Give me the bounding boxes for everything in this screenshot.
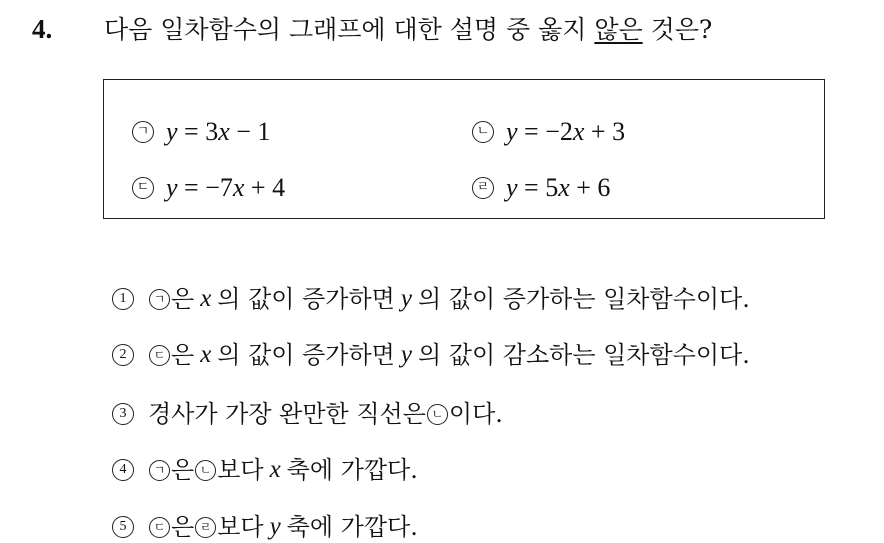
reference-marker: ㄷ	[149, 517, 170, 538]
question-text-underlined: 않은	[594, 15, 643, 44]
option-text: 축에 가깝다.	[286, 513, 418, 541]
variable: y	[400, 285, 412, 312]
answer-option-4[interactable]	[112, 454, 418, 486]
variable: x	[269, 456, 281, 483]
answer-option-3[interactable]	[112, 398, 503, 430]
question-text-before: 다음 일차함수의 그래프에 대한 설명 중 옳지	[104, 15, 595, 44]
equation: y = 3x − 1	[166, 117, 271, 146]
option-text: 의 값이 증가하는 일차함수이다.	[417, 285, 750, 313]
question-text	[104, 13, 712, 47]
option-number: 3	[112, 403, 134, 425]
option-number: 4	[112, 459, 134, 481]
reference-marker: ㄴ	[195, 460, 216, 481]
answer-option-1[interactable]	[112, 283, 750, 315]
function-item	[132, 173, 285, 203]
reference-marker: ㄴ	[427, 404, 448, 425]
option-text: 이다.	[448, 400, 503, 428]
question-text-after: 것은?	[642, 15, 713, 44]
marker-digeut: ㄷ	[132, 177, 154, 199]
option-text: 보다	[217, 456, 264, 484]
option-text: 은	[171, 285, 195, 313]
option-text: 은	[171, 513, 195, 541]
option-text: 의 값이 감소하는 일차함수이다.	[417, 341, 750, 369]
option-text: 은	[171, 456, 195, 484]
option-text: 보다	[217, 513, 264, 541]
function-item	[472, 173, 610, 203]
reference-marker: ㄱ	[149, 460, 170, 481]
option-number: 1	[112, 288, 134, 310]
option-number: 2	[112, 344, 134, 366]
equation: y = 5x + 6	[506, 173, 611, 202]
variable: x	[200, 341, 212, 368]
equation: y = −2x + 3	[506, 117, 626, 146]
reference-marker: ㄱ	[149, 289, 170, 310]
option-text: 경사가 가장 완만한 직선은	[148, 400, 426, 428]
reference-marker: ㄹ	[195, 517, 216, 538]
marker-giyeok: ㄱ	[132, 121, 154, 143]
question-number: 4.	[32, 14, 53, 44]
question-header	[32, 12, 712, 47]
option-text: 축에 가깝다.	[286, 456, 418, 484]
option-number: 5	[112, 516, 134, 538]
function-item	[132, 117, 270, 147]
variable: x	[200, 285, 212, 312]
option-text: 의 값이 증가하면	[217, 285, 395, 313]
variable: y	[400, 341, 412, 368]
marker-rieul: ㄹ	[472, 177, 494, 199]
marker-nieun: ㄴ	[472, 121, 494, 143]
equation: y = −7x + 4	[166, 173, 286, 202]
option-text: 은	[171, 341, 195, 369]
variable: y	[269, 513, 281, 540]
reference-marker: ㄷ	[149, 345, 170, 366]
answer-option-2[interactable]	[112, 339, 750, 371]
function-item	[472, 117, 625, 147]
answer-option-5[interactable]	[112, 511, 418, 543]
option-text: 의 값이 증가하면	[217, 341, 395, 369]
